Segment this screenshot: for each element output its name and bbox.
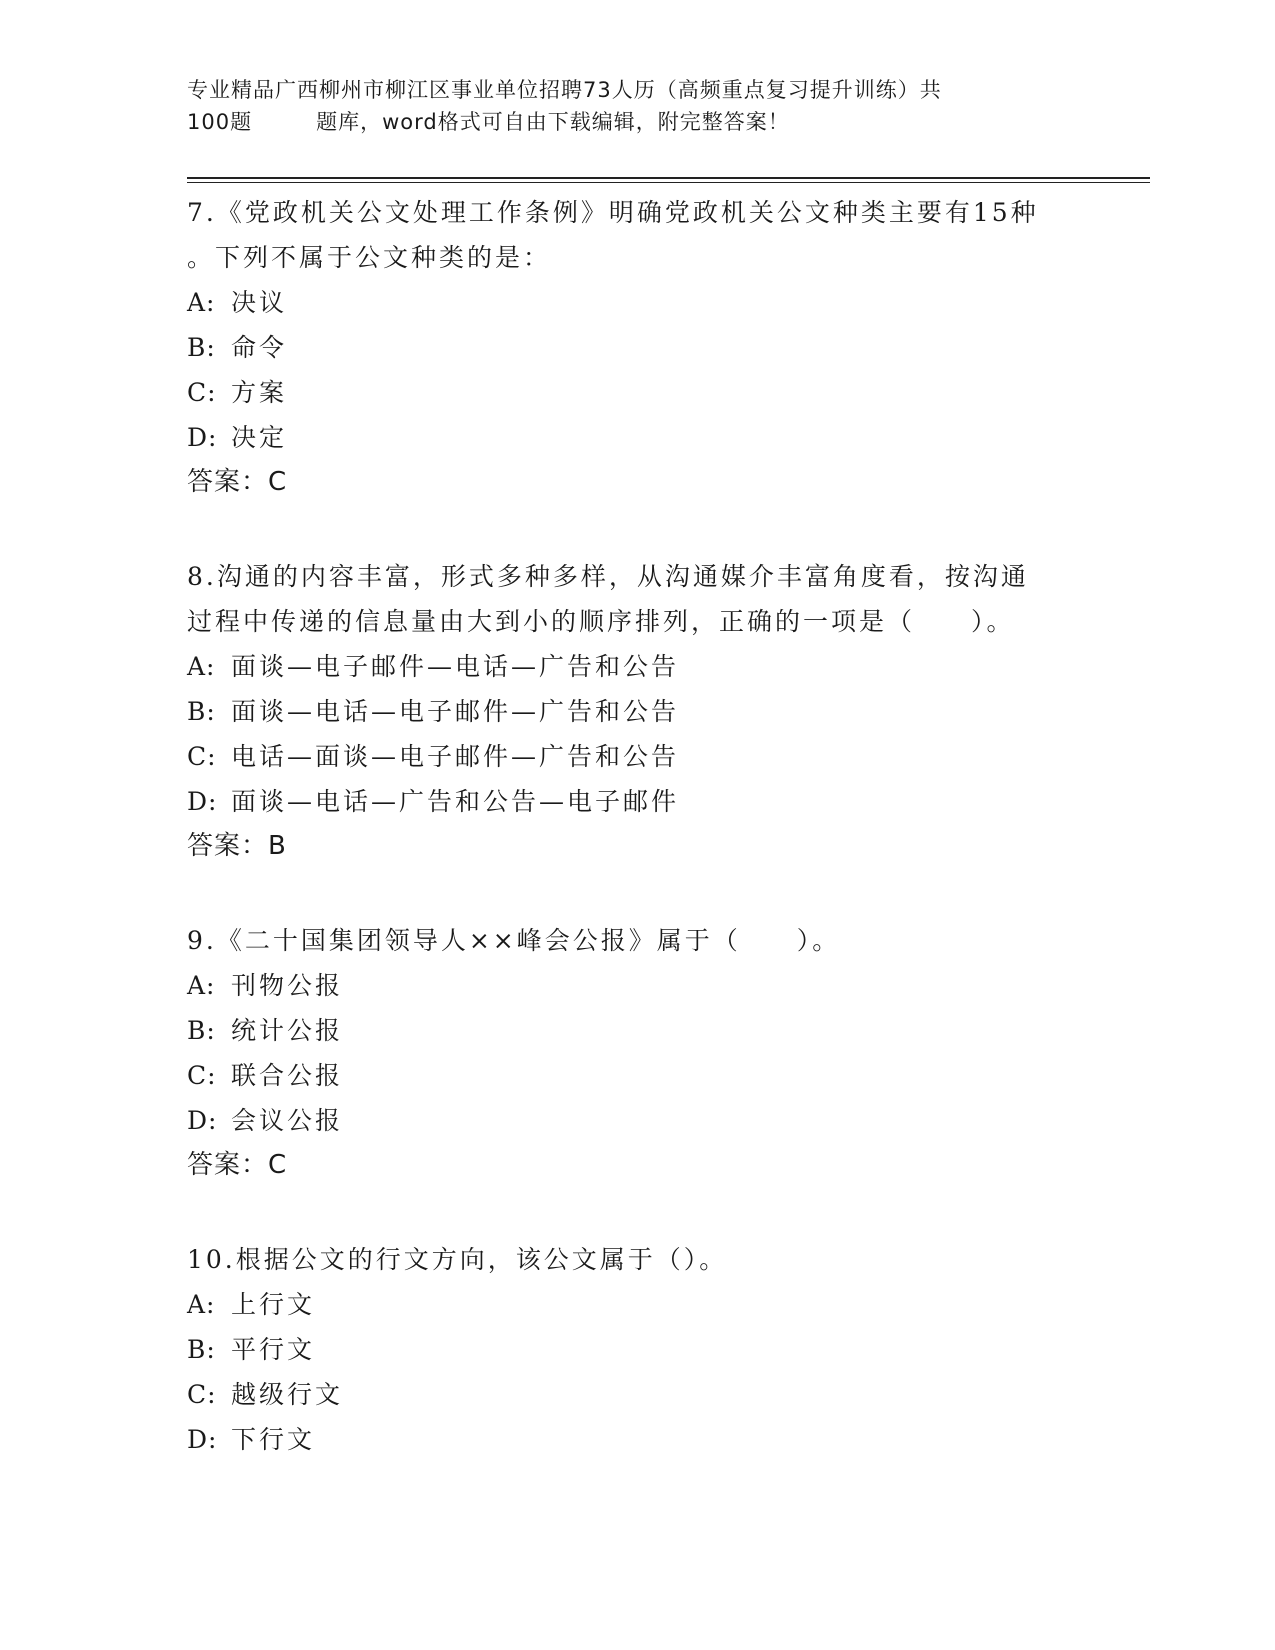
option-c bbox=[187, 1372, 1087, 1417]
option-text: 刊物公报 bbox=[231, 971, 344, 1000]
option-key: A: bbox=[187, 1290, 216, 1319]
question-stem-line2: 。下列不属于公文种类的是： bbox=[187, 243, 552, 272]
option-c bbox=[187, 734, 1087, 779]
document-header bbox=[187, 74, 1067, 138]
option-key: B: bbox=[187, 333, 216, 362]
option-key: B: bbox=[187, 1335, 216, 1364]
option-key: D: bbox=[187, 787, 218, 816]
option-text: 下行文 bbox=[231, 1425, 316, 1454]
option-text: 统计公报 bbox=[231, 1016, 344, 1045]
option-key: D: bbox=[187, 1106, 218, 1135]
option-text: 联合公报 bbox=[231, 1061, 344, 1090]
header-title-line1: 专业精品广西柳州市柳江区事业单位招聘73人历（高频重点复习提升训练）共 bbox=[187, 78, 942, 102]
option-a bbox=[187, 1282, 1087, 1327]
question-stem bbox=[187, 916, 1087, 963]
option-key: D: bbox=[187, 423, 218, 452]
question-stem-line1: 10.根据公文的行文方向，该公文属于（）。 bbox=[187, 1245, 728, 1274]
option-key: C: bbox=[187, 742, 217, 771]
option-b bbox=[187, 325, 1087, 370]
option-a bbox=[187, 644, 1087, 689]
option-text: 上行文 bbox=[231, 1290, 316, 1319]
answer-label: 答案：C bbox=[187, 467, 288, 497]
option-b bbox=[187, 1008, 1087, 1053]
question-stem bbox=[187, 552, 1087, 644]
question-stem-line1: 8.沟通的内容丰富，形式多种多样，从沟通媒介丰富角度看，按沟通 bbox=[187, 562, 1029, 591]
option-text: 电话—面谈—电子邮件—广告和公告 bbox=[231, 742, 680, 771]
option-text: 面谈—电话—电子邮件—广告和公告 bbox=[231, 697, 680, 726]
option-text: 方案 bbox=[231, 378, 288, 407]
option-key: A: bbox=[187, 971, 216, 1000]
option-text: 决议 bbox=[231, 288, 288, 317]
option-key: B: bbox=[187, 1016, 216, 1045]
question-stem-line2: 过程中传递的信息量由大到小的顺序排列，正确的一项是（ ）。 bbox=[187, 607, 1015, 636]
option-b bbox=[187, 1327, 1087, 1372]
option-b bbox=[187, 689, 1087, 734]
option-text: 面谈—电子邮件—电话—广告和公告 bbox=[231, 652, 680, 681]
option-c bbox=[187, 370, 1087, 415]
option-key: C: bbox=[187, 1380, 217, 1409]
header-divider-thin bbox=[187, 182, 1150, 183]
option-key: C: bbox=[187, 1061, 217, 1090]
header-divider-thick bbox=[187, 177, 1150, 179]
question-stem bbox=[187, 1235, 1087, 1282]
question-stem-line1: 9.《二十国集团领导人××峰会公报》属于（ ）。 bbox=[187, 926, 841, 955]
option-d bbox=[187, 415, 1087, 460]
option-key: A: bbox=[187, 288, 216, 317]
option-text: 平行文 bbox=[231, 1335, 316, 1364]
option-text: 面谈—电话—广告和公告—电子邮件 bbox=[231, 787, 680, 816]
option-a bbox=[187, 963, 1087, 1008]
option-text: 决定 bbox=[231, 423, 288, 452]
option-d bbox=[187, 1417, 1087, 1462]
question-10 bbox=[187, 1235, 1087, 1462]
option-text: 越级行文 bbox=[231, 1380, 344, 1409]
answer-label: 答案：B bbox=[187, 831, 287, 861]
header-question-count: 100题 bbox=[187, 110, 253, 134]
option-text: 命令 bbox=[231, 333, 288, 362]
option-key: A: bbox=[187, 652, 216, 681]
option-text: 会议公报 bbox=[231, 1106, 344, 1135]
option-d bbox=[187, 1098, 1087, 1143]
option-c bbox=[187, 1053, 1087, 1098]
option-key: D: bbox=[187, 1425, 218, 1454]
answer-label: 答案：C bbox=[187, 1150, 288, 1180]
option-a bbox=[187, 280, 1087, 325]
question-list bbox=[187, 188, 1087, 1462]
option-key: C: bbox=[187, 378, 217, 407]
option-key: B: bbox=[187, 697, 216, 726]
question-9 bbox=[187, 916, 1087, 1188]
question-8 bbox=[187, 552, 1087, 869]
question-stem bbox=[187, 188, 1087, 280]
header-description: 题库，word格式可自由下载编辑，附完整答案！ bbox=[316, 110, 790, 134]
question-7 bbox=[187, 188, 1087, 505]
option-d bbox=[187, 779, 1087, 824]
header-title-line2 bbox=[187, 106, 1067, 138]
question-stem-line1: 7.《党政机关公文处理工作条例》明确党政机关公文种类主要有15种 bbox=[187, 198, 1039, 227]
